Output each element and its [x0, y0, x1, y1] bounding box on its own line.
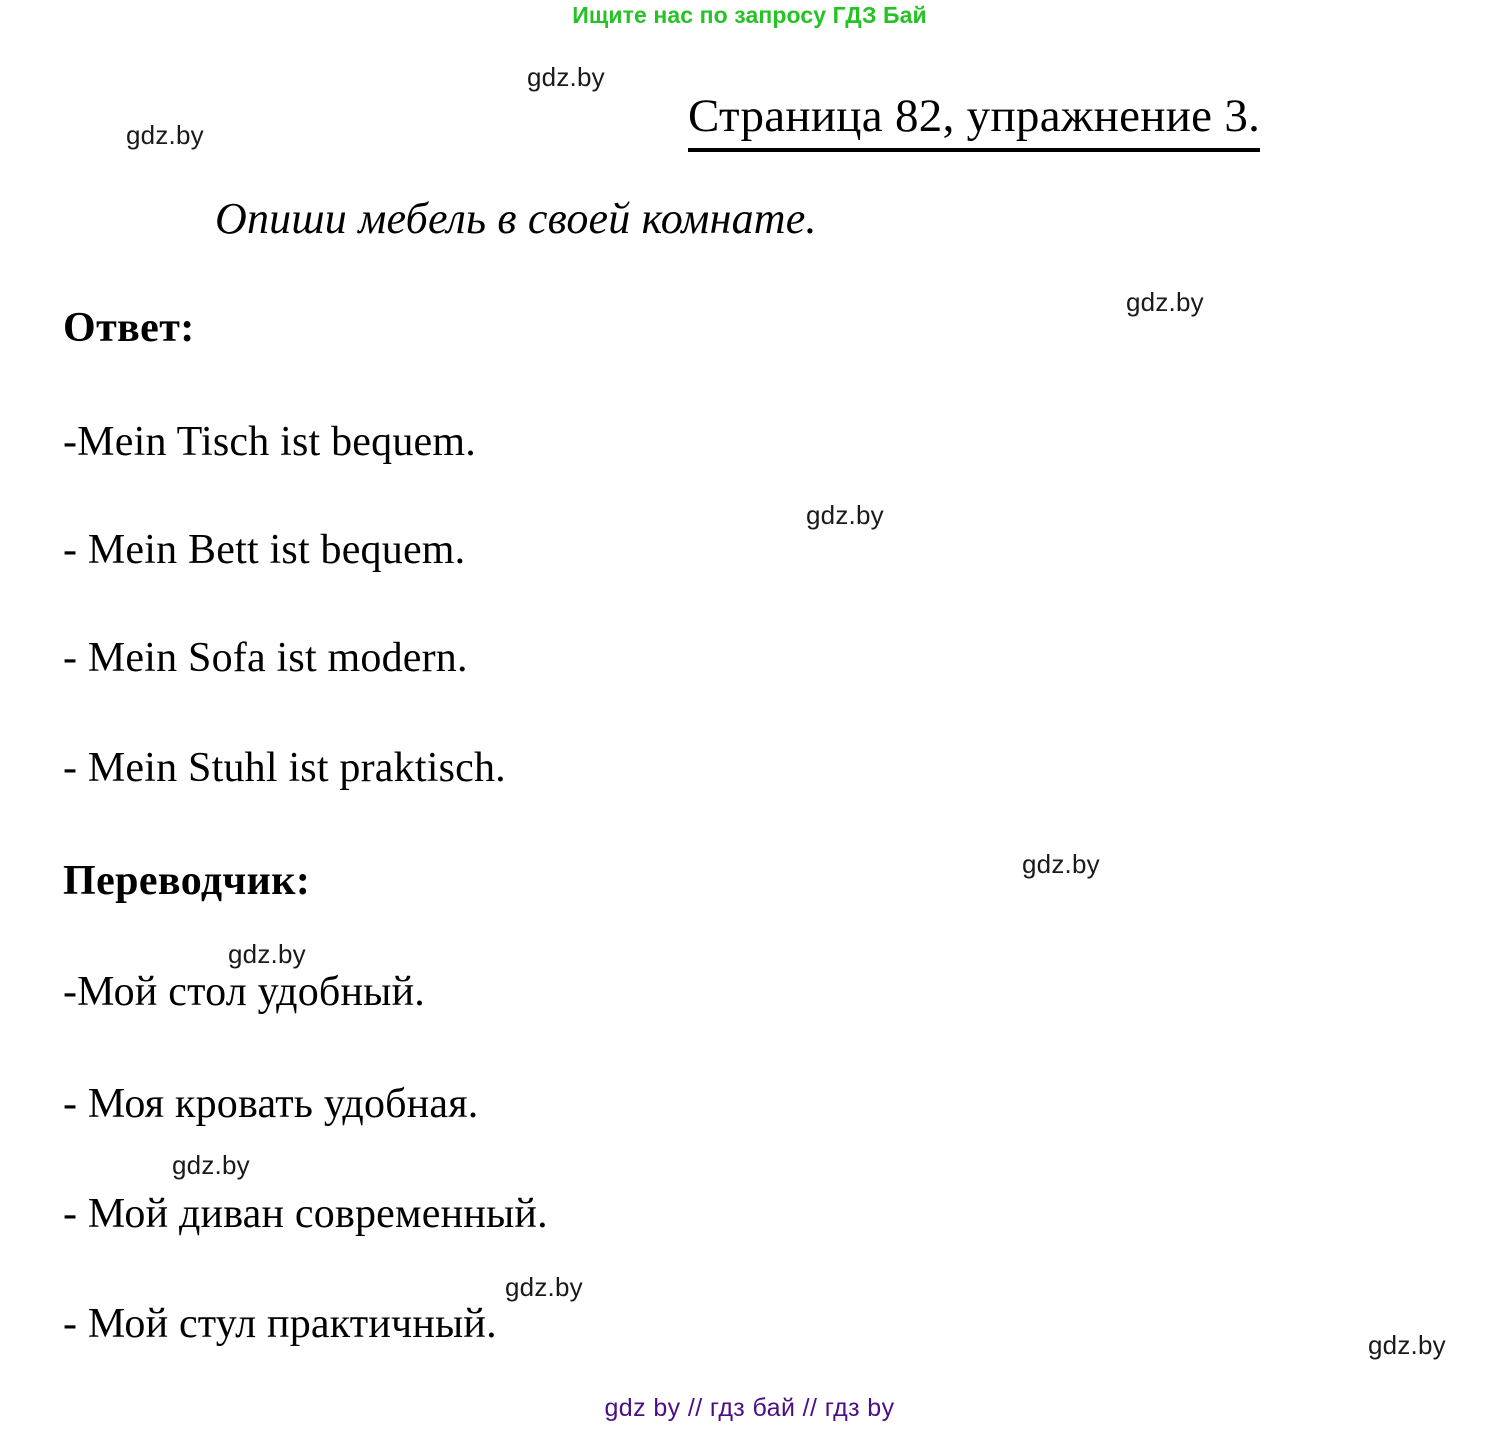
- watermark: gdz.by: [505, 1272, 583, 1302]
- answer-heading: Ответ:: [63, 305, 195, 351]
- footer-links[interactable]: gdz by // гдз бай // гдз by: [604, 1394, 895, 1422]
- watermark: gdz.by: [806, 500, 884, 530]
- watermark: gdz.by: [228, 939, 306, 969]
- watermark: gdz.by: [1126, 287, 1204, 317]
- translation-line: - Мой стул практичный.: [63, 1301, 497, 1347]
- watermark: gdz.by: [1368, 1330, 1446, 1360]
- watermark: gdz.by: [126, 120, 204, 150]
- answer-line: - Mein Sofa ist modern.: [63, 635, 468, 681]
- page-title: Страница 82, упражнение 3.: [688, 88, 1260, 152]
- translator-heading: Переводчик:: [63, 858, 311, 904]
- watermark: gdz.by: [527, 62, 605, 92]
- translation-line: - Мой диван современный.: [63, 1191, 548, 1237]
- translation-line: -Мой стол удобный.: [63, 969, 425, 1015]
- answer-line: -Mein Tisch ist bequem.: [63, 419, 476, 465]
- promo-banner: Ищите нас по запросу ГДЗ Бай: [572, 2, 927, 28]
- answer-line: - Mein Bett ist bequem.: [63, 527, 466, 573]
- task-prompt: Опиши мебель в своей комнате.: [215, 194, 817, 243]
- answer-line: - Mein Stuhl ist praktisch.: [63, 745, 506, 791]
- watermark: gdz.by: [172, 1150, 250, 1180]
- translation-line: - Моя кровать удобная.: [63, 1081, 479, 1127]
- watermark: gdz.by: [1022, 849, 1100, 879]
